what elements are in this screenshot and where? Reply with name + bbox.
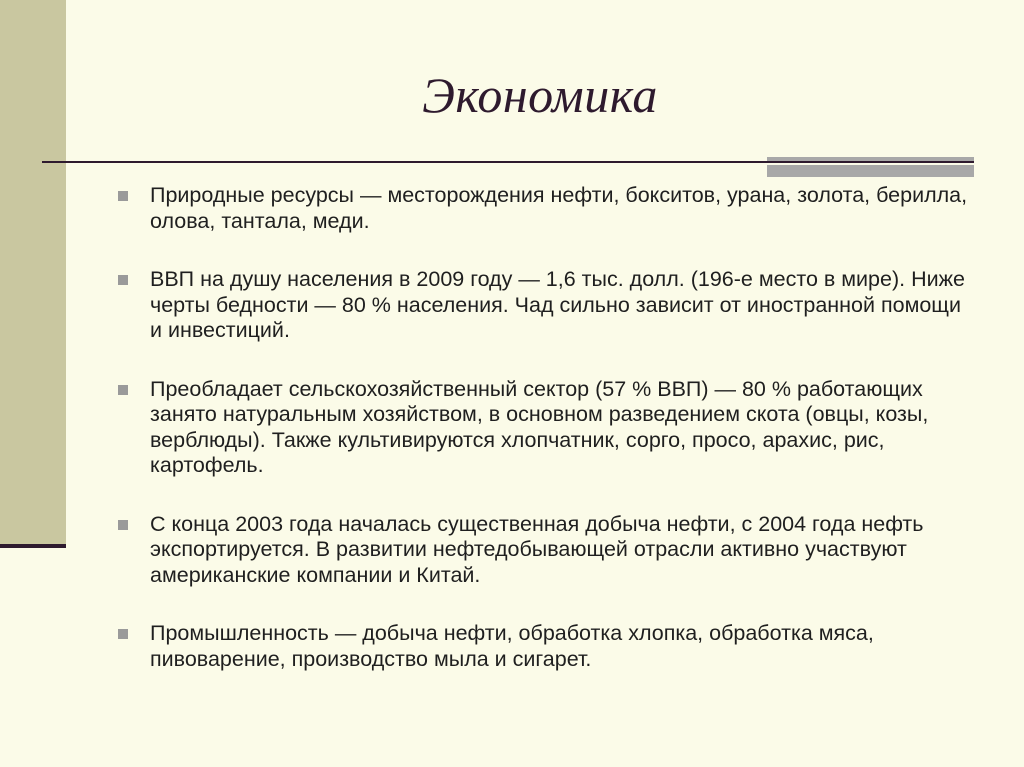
bullet-list: [116, 183, 976, 705]
left-decor-rule: [0, 544, 66, 548]
list-item: [116, 267, 976, 344]
bullet-text: Преобладает сельскохозяйственный сектор (57 % ВВП) — 80 % работающих занято натуральным хозяйством, в основном разведением скота (овцы, козы, верблюды). Также культивируются хлопчатник, сорго, просо, арахис, рис, картофель.: [150, 376, 929, 477]
square-bullet-icon: [118, 520, 128, 530]
bullet-text: С конца 2003 года началась существенная добыча нефти, с 2004 года нефть экспортируется. В развитии нефтедобывающей отрасли активно участвуют американские компании и Китай.: [150, 511, 924, 587]
slide-title: Экономика: [422, 67, 658, 123]
title-rule-accent: [767, 157, 974, 177]
bullet-text: Промышленность — добыча нефти, обработка хлопка, обработка мяса, пивоварение, производство мыла и сигарет.: [150, 621, 874, 671]
bullet-text: Природные ресурсы — месторождения нефти, бокситов, урана, золота, берилла, олова, тантала, меди.: [150, 183, 968, 233]
list-item: [116, 377, 976, 479]
square-bullet-icon: [118, 629, 128, 639]
bullet-text: ВВП на душу населения в 2009 году — 1,6 тыс. долл. (196-е место в мире). Ниже черты бедности — 80 % населения. Чад сильно зависит от иностранной помощи и инвестиций.: [150, 267, 965, 342]
list-item: [116, 512, 976, 589]
list-item: [116, 183, 976, 234]
square-bullet-icon: [118, 191, 128, 201]
list-item: [116, 621, 976, 672]
title-rule-accent-gap: [767, 163, 974, 165]
square-bullet-icon: [118, 385, 128, 395]
title-underline: [42, 161, 974, 163]
square-bullet-icon: [118, 275, 128, 285]
